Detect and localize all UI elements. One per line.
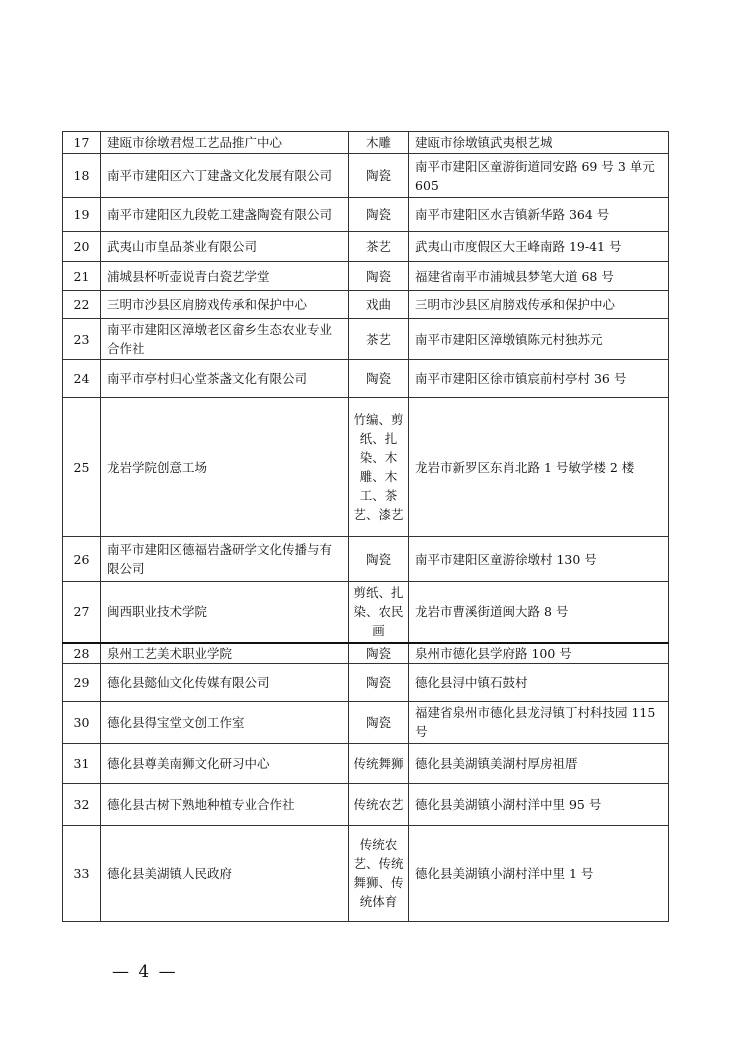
table-row xyxy=(63,262,669,291)
table-row xyxy=(63,537,669,582)
address: 福建省南平市浦城县梦笔大道 68 号 xyxy=(409,262,669,291)
category: 传统农艺 xyxy=(349,783,409,825)
org-name: 南平市建阳区德福岩盏研学文化传播与有限公司 xyxy=(101,537,349,582)
org-name: 建瓯市徐墩君煜工艺品推广中心 xyxy=(101,132,349,154)
address: 南平市建阳区漳墩镇陈元村独苏元 xyxy=(409,319,669,360)
row-number: 19 xyxy=(63,198,101,232)
category: 陶瓷 xyxy=(349,643,409,664)
address: 泉州市德化县学府路 100 号 xyxy=(409,643,669,664)
org-name: 闽西职业技术学院 xyxy=(101,582,349,643)
org-name: 龙岩学院创意工场 xyxy=(101,398,349,537)
table-row xyxy=(63,663,669,701)
table-row xyxy=(63,701,669,743)
row-number: 30 xyxy=(63,701,101,743)
category: 陶瓷 xyxy=(349,360,409,398)
address: 福建省泉州市德化县龙浔镇丁村科技园 115 号 xyxy=(409,701,669,743)
row-number: 31 xyxy=(63,743,101,783)
row-number: 33 xyxy=(63,825,101,921)
address: 南平市建阳区水吉镇新华路 364 号 xyxy=(409,198,669,232)
category: 茶艺 xyxy=(349,319,409,360)
table-row xyxy=(63,232,669,262)
org-name: 南平市建阳区六丁建盏文化发展有限公司 xyxy=(101,154,349,198)
row-number: 23 xyxy=(63,319,101,360)
org-name: 南平市建阳区漳墩老区畲乡生态农业专业合作社 xyxy=(101,319,349,360)
address: 建瓯市徐墩镇武夷根艺城 xyxy=(409,132,669,154)
table-row xyxy=(63,643,669,664)
table-row xyxy=(63,582,669,643)
page-number: — 4 — xyxy=(112,962,178,982)
org-name: 泉州工艺美术职业学院 xyxy=(101,643,349,664)
organization-table xyxy=(62,131,669,922)
org-name: 德化县懿仙文化传媒有限公司 xyxy=(101,663,349,701)
org-name: 德化县尊美南狮文化研习中心 xyxy=(101,743,349,783)
category: 陶瓷 xyxy=(349,663,409,701)
row-number: 29 xyxy=(63,663,101,701)
category: 木雕 xyxy=(349,132,409,154)
table-row xyxy=(63,319,669,360)
address: 德化县美湖镇美湖村厚房祖厝 xyxy=(409,743,669,783)
table-row xyxy=(63,360,669,398)
address: 南平市建阳区童游徐墩村 130 号 xyxy=(409,537,669,582)
org-name: 南平市建阳区九段乾工建盏陶瓷有限公司 xyxy=(101,198,349,232)
address: 龙岩市新罗区东肖北路 1 号敏学楼 2 楼 xyxy=(409,398,669,537)
org-name: 三明市沙县区肩膀戏传承和保护中心 xyxy=(101,291,349,319)
table-row xyxy=(63,783,669,825)
row-number: 18 xyxy=(63,154,101,198)
address: 南平市建阳区徐市镇宸前村亭村 36 号 xyxy=(409,360,669,398)
category: 陶瓷 xyxy=(349,537,409,582)
table-row xyxy=(63,132,669,154)
table-row xyxy=(63,154,669,198)
row-number: 21 xyxy=(63,262,101,291)
address: 德化县美湖镇小湖村洋中里 1 号 xyxy=(409,825,669,921)
row-number: 26 xyxy=(63,537,101,582)
org-name: 德化县美湖镇人民政府 xyxy=(101,825,349,921)
category: 陶瓷 xyxy=(349,701,409,743)
category: 茶艺 xyxy=(349,232,409,262)
row-number: 32 xyxy=(63,783,101,825)
category: 陶瓷 xyxy=(349,154,409,198)
row-number: 22 xyxy=(63,291,101,319)
org-name: 浦城县杯听壶说青白瓷艺学堂 xyxy=(101,262,349,291)
row-number: 20 xyxy=(63,232,101,262)
address: 德化县美湖镇小湖村洋中里 95 号 xyxy=(409,783,669,825)
org-name: 武夷山市皇品茶业有限公司 xyxy=(101,232,349,262)
row-number: 25 xyxy=(63,398,101,537)
category: 传统舞狮 xyxy=(349,743,409,783)
table-row xyxy=(63,398,669,537)
table-body xyxy=(63,132,669,922)
row-number: 17 xyxy=(63,132,101,154)
row-number: 28 xyxy=(63,643,101,664)
address: 龙岩市曹溪街道闽大路 8 号 xyxy=(409,582,669,643)
org-name: 德化县得宝堂文创工作室 xyxy=(101,701,349,743)
address: 南平市建阳区童游街道同安路 69 号 3 单元 605 xyxy=(409,154,669,198)
address: 三明市沙县区肩膀戏传承和保护中心 xyxy=(409,291,669,319)
address: 武夷山市度假区大王峰南路 19-41 号 xyxy=(409,232,669,262)
table-row xyxy=(63,743,669,783)
row-number: 24 xyxy=(63,360,101,398)
category: 传统农艺、传统舞狮、传统体育 xyxy=(349,825,409,921)
table-row xyxy=(63,291,669,319)
category: 竹编、剪纸、扎染、木雕、木工、茶艺、漆艺 xyxy=(349,398,409,537)
category: 陶瓷 xyxy=(349,262,409,291)
category: 剪纸、扎染、农民画 xyxy=(349,582,409,643)
table-row xyxy=(63,825,669,921)
address: 德化县浔中镇石鼓村 xyxy=(409,663,669,701)
category: 戏曲 xyxy=(349,291,409,319)
org-name: 南平市亭村归心堂茶盏文化有限公司 xyxy=(101,360,349,398)
row-number: 27 xyxy=(63,582,101,643)
table-row xyxy=(63,198,669,232)
category: 陶瓷 xyxy=(349,198,409,232)
org-name: 德化县古树下熟地种植专业合作社 xyxy=(101,783,349,825)
